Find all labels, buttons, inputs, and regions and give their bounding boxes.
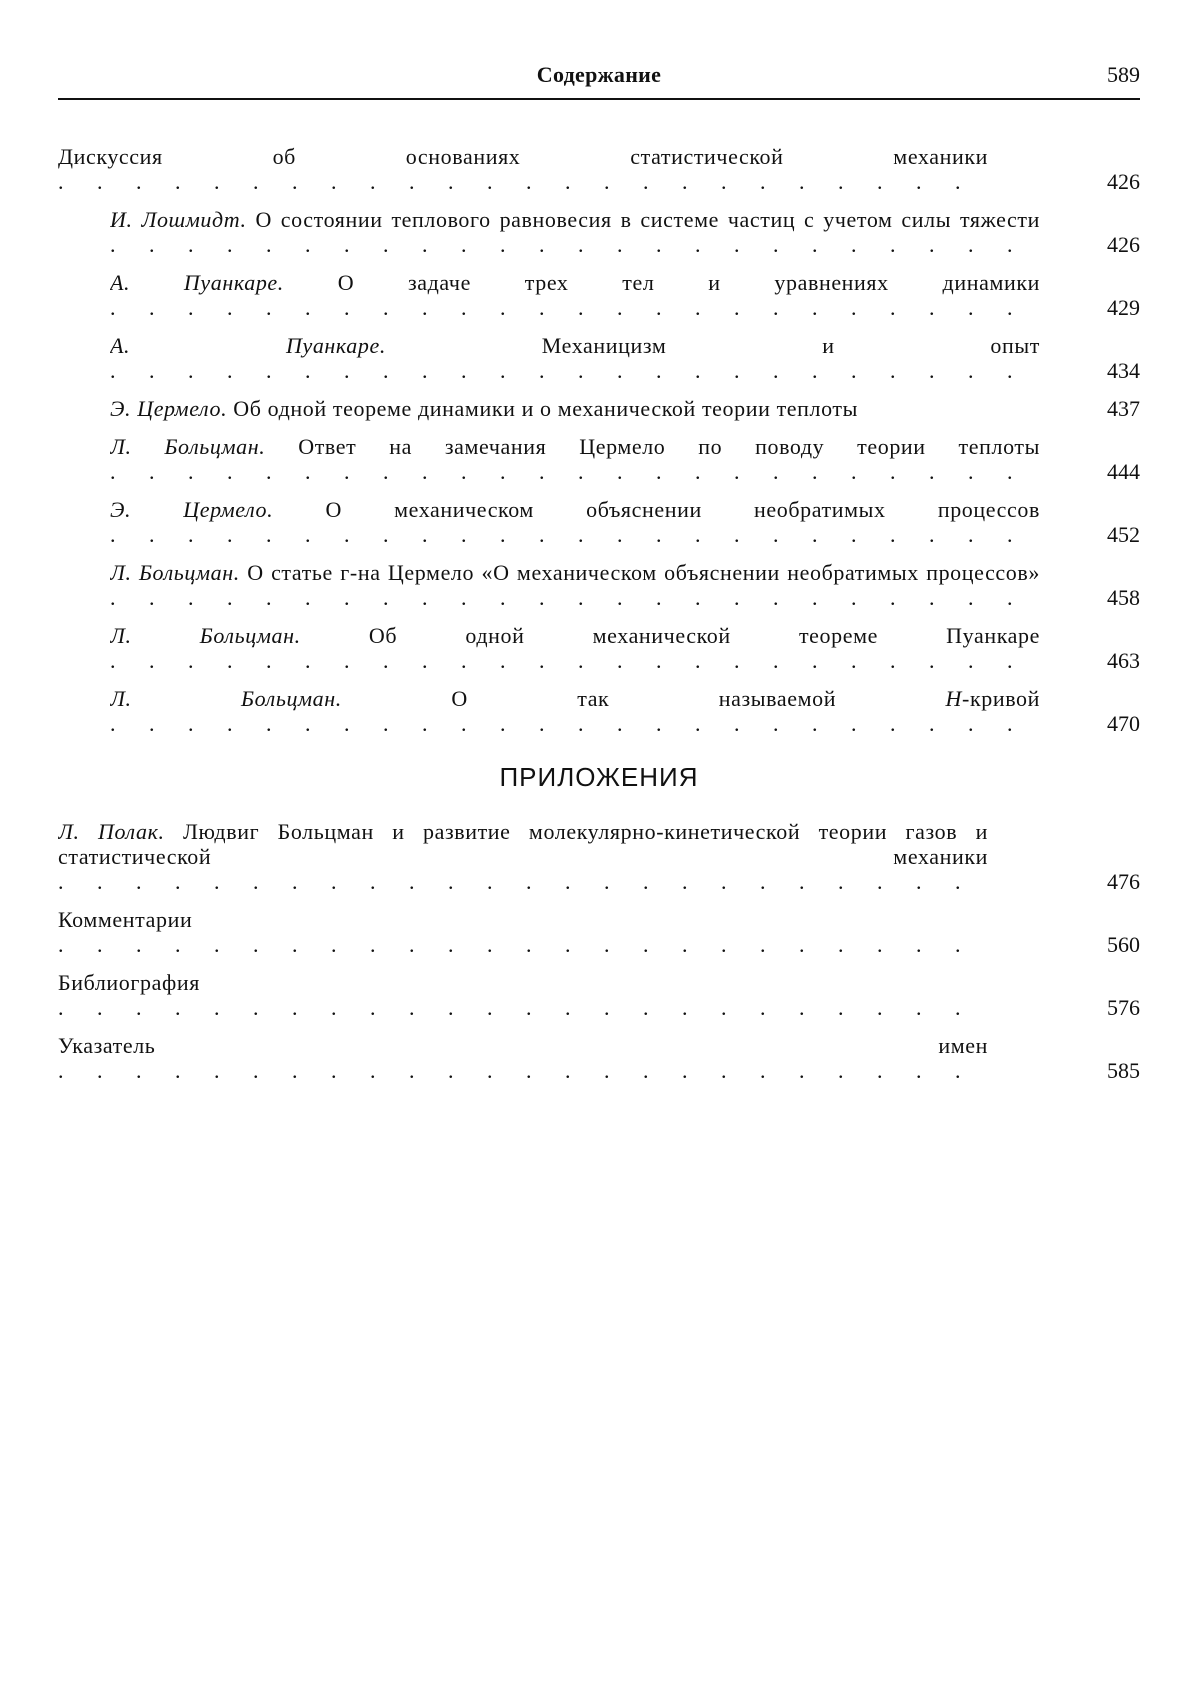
toc-entry[interactable] [58,819,1140,894]
toc-entry-author: И. Лошмидт. [110,207,247,232]
toc-entry-author: А. Пуанкаре. [110,270,284,295]
toc-entry-title: О состоянии теплового равновесия в системе частиц с учетом силы тяжести [255,207,1040,232]
toc-entry-page: 476 [1107,869,1140,894]
page-number: 589 [1107,62,1140,87]
header-rule [58,98,1140,100]
toc-entry-author: Э. Цермело. [110,497,274,522]
toc-entry-author: Л. Больцман. [110,686,342,711]
toc-entry-page: 437 [1107,396,1140,421]
toc-entry-text [110,207,1040,257]
toc-entry-title: Об одной механической теореме Пуанкаре [368,623,1040,648]
toc-entry-author: А. Пуанкаре. [110,333,386,358]
toc-entry-page: 585 [1107,1058,1140,1083]
running-head [58,58,1140,94]
toc-entry[interactable] [58,686,1140,736]
toc-entry-author: Л. Больцман. [110,560,240,585]
toc-entry-page: 463 [1107,648,1140,673]
toc-entry[interactable] [58,907,1140,957]
toc-entry-page: 426 [1107,169,1140,194]
toc-entry-page: 560 [1107,932,1140,957]
toc-entry-text [110,560,1040,610]
toc-entry-title-h: H [945,686,963,711]
toc-entry-title: Об одной теореме динамики и о механической теории теплоты [233,396,859,421]
page [58,0,1140,1699]
toc-entry-page: 452 [1107,522,1140,547]
toc-entry-page: 426 [1107,232,1140,257]
toc-entry[interactable] [58,970,1140,1020]
toc-entry-title: Механицизм и опыт [541,333,1040,358]
toc-entry-title: Ответ на замечания Цермело по поводу теории теплоты [298,434,1040,459]
appendix-heading: ПРИЛОЖЕНИЯ [499,762,699,792]
toc-entry-page: 434 [1107,358,1140,383]
toc-entry-text [58,144,988,194]
toc-entry-title: О так называемой [451,686,837,711]
table-of-contents [58,144,1140,1096]
toc-entry-text [110,623,1040,673]
toc-entry-title: Дискуссия об основаниях статистической механики [58,144,988,169]
toc-entry[interactable] [58,270,1140,320]
toc-entry[interactable] [58,434,1140,484]
toc-entry-text [58,819,988,894]
toc-entry-text [110,686,1040,736]
toc-entry-text [110,497,1040,547]
toc-entry-page: 444 [1107,459,1140,484]
toc-entry-title: Библиография [58,970,200,995]
toc-entry-text [110,270,1040,320]
toc-entry[interactable] [58,144,1140,194]
toc-entry-title: О задаче трех тел и уравнениях динамики [337,270,1040,295]
toc-entry-text [110,434,1040,484]
toc-entry-text [58,970,988,1020]
toc-entry-title: О механическом объяснении необратимых процессов [325,497,1040,522]
toc-entry-author: Л. Больцман. [110,434,266,459]
toc-entry[interactable] [58,207,1140,257]
toc-entry-title-suffix: -кривой [962,686,1040,711]
toc-entry-page: 576 [1107,995,1140,1020]
toc-entry-text [110,396,1040,421]
toc-entry-text [58,1033,988,1083]
toc-entry-text [110,333,1040,383]
toc-entry-page: 470 [1107,711,1140,736]
toc-entry-author: Л. Больцман. [110,623,301,648]
toc-entry-title: Указатель имен [58,1033,988,1058]
toc-entry-title: Людвиг Больцман и развитие молекулярно-кинетической теории газов и статистической механики [58,819,988,869]
toc-entry[interactable] [58,333,1140,383]
toc-entry-page: 429 [1107,295,1140,320]
toc-entry-title: Комментарии [58,907,193,932]
toc-entry[interactable] [58,623,1140,673]
toc-entry-author: Э. Цермело. [110,396,228,421]
toc-entry-author: Л. Полак. [58,819,165,844]
toc-entry[interactable] [58,497,1140,547]
toc-entry[interactable] [58,396,1140,421]
toc-entry-page: 458 [1107,585,1140,610]
toc-entry[interactable] [58,560,1140,610]
running-title: Содержание [536,62,662,87]
toc-entry-title: О статье г-на Цермело «О механическом объяснении необратимых процессов» [247,560,1040,585]
toc-entry[interactable] [58,1033,1140,1083]
toc-entry-text [58,907,988,957]
